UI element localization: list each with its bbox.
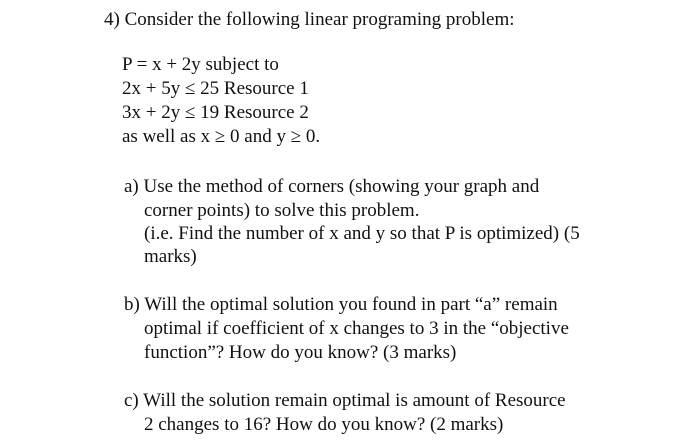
objective-function: P = x + 2y subject to (122, 54, 279, 75)
question-a-line-3: (i.e. Find the number of x and y so that P is optimized) (5 (144, 223, 580, 244)
question-a-line-1: a) Use the method of corners (showing your graph and (124, 176, 540, 197)
constraint-resource-2: 3x + 2y ≤ 19 Resource 2 (122, 102, 309, 123)
constraint-resource-1: 2x + 5y ≤ 25 Resource 1 (122, 78, 309, 99)
question-a-line-2: corner points) to solve this problem. (144, 200, 420, 221)
nonnegativity-constraint: as well as x ≥ 0 and y ≥ 0. (122, 126, 321, 147)
question-b-line-1: b) Will the optimal solution you found in part “a” remain (124, 294, 558, 315)
question-b-line-2: optimal if coefficient of x changes to 3 in the “objective (144, 318, 569, 339)
question-a-line-4: marks) (144, 246, 197, 267)
question-c-line-2: 2 changes to 16? How do you know? (2 marks) (144, 414, 504, 435)
problem-title: 4) Consider the following linear programing problem: (104, 9, 515, 30)
question-c-line-1: c) Will the solution remain optimal is amount of Resource (124, 390, 566, 411)
question-b-line-3: function”? How do you know? (3 marks) (144, 342, 457, 363)
